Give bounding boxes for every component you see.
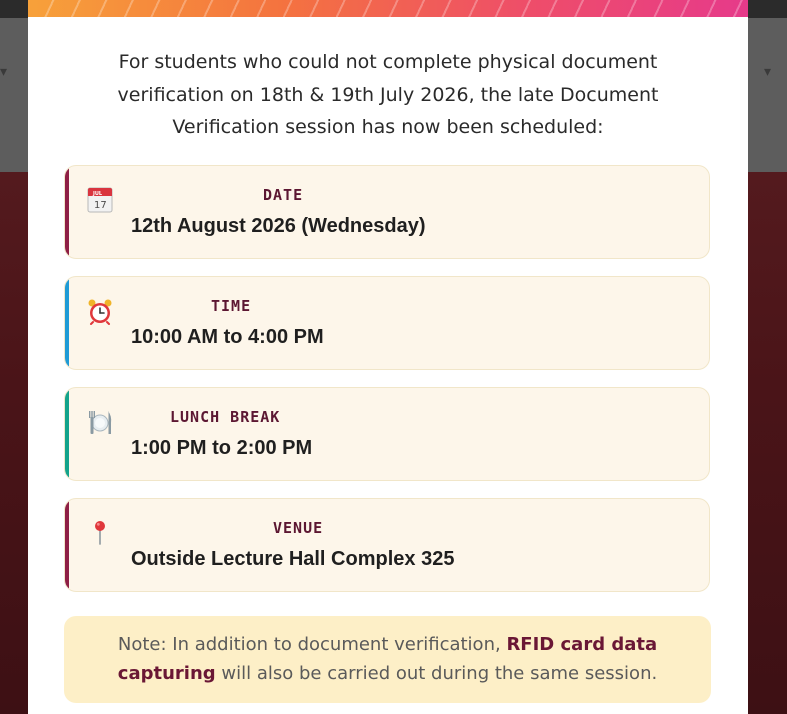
note-suffix: will also be carried out during the same session. [221,663,658,684]
rfid-note [64,616,711,703]
alarm-clock-icon [87,297,113,325]
venue-value: Outside Lecture Hall Complex 325 [131,548,455,570]
chevron-down-icon: ▾ [0,64,8,80]
card-accent [65,499,69,591]
calendar-icon [87,186,113,214]
card-accent [65,277,69,369]
lunch-card [64,387,710,481]
date-card [64,165,710,259]
time-label: TIME [211,297,252,315]
venue-card [64,498,710,592]
chevron-down-icon: ▾ [764,64,772,80]
time-card [64,276,710,370]
card-accent [65,166,69,258]
date-value: 12th August 2026 (Wednesday) [131,215,426,237]
note-prefix: Note: In addition to document verification, [117,634,501,655]
card-accent [65,388,69,480]
date-label: DATE [263,186,304,204]
modal-header-stripe [28,0,748,17]
time-value: 10:00 AM to 4:00 PM [131,326,324,348]
lunch-value: 1:00 PM to 2:00 PM [131,437,313,459]
note-highlight: RFID card data capturing [117,634,658,684]
fork-knife-plate-icon [87,408,113,436]
venue-label: VENUE [273,519,324,537]
lunch-label: LUNCH BREAK [170,408,281,426]
announcement-modal [28,0,748,714]
pin-icon [87,519,113,547]
intro-text: For students who could not complete physical document verification on 18th & 19th July 2026, the late Document Verification session has now been scheduled: [117,51,659,138]
svg-text:17: 17 [94,200,107,211]
svg-text:JUL: JUL [93,191,103,197]
